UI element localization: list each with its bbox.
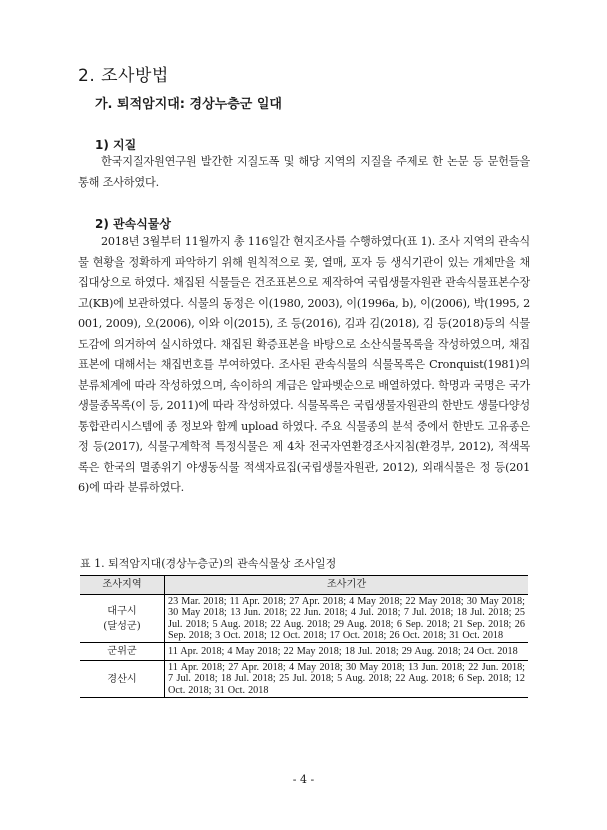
- section-title: 2. 조사방법: [78, 66, 169, 86]
- dates-cell: 23 Mar. 2018; 11 Apr. 2018; 27 Apr. 2018; 4 May 2018; 22 May 2018; 30 May 2018; 30 May 2018; 13 Jun. 2018; 22 Jun. 2018; 4 Jul. 2018; 7 Jul. 2018; 18 Jul. 2018; 25 Jul. 2018; 5 Aug. 2018; 22 Aug. 2018; 29 Aug. 2018; 6 Sep. 2018; 21 Sep. 2018; 26 Sep. 2018; 3 Oct. 2018; 12 Oct. 2018; 17 Oct. 2018; 26 Oct. 2018; 31 Oct. 2018: [165, 595, 529, 643]
- table-row: [80, 595, 528, 643]
- flora-paragraph: 2018년 3월부터 11월까지 총 116일간 현지조사를 수행하였다(표 1). 조사 지역의 관속식물 현황을 정확하게 파악하기 위해 원칙적으로 꽃, 열매, 포자 등 생식기관이 있는 개체만을 채집대상으로 하였다. 채집된 식물들은 건조표본으로 제작하여 국립생물자원관 관속식물표본수장고(KB)에 보관하였다. 식물의 동정은 이(1980, 2003), 이(1996a, b), 이(2006), 박(1995, 2001, 2009), 오(2006), 이와 이(2015), 조 등(2016), 김과 김(2018), 김 등(2018)등의 식물도감에 의거하여 실시하였다. 채집된 확증표본을 바탕으로 소산식물목록을 작성하였으며, 채집표본에 대해서는 채집번호를 부여하였다. 조사된 관속식물의 식물목록은 Cronquist(1981)의 분류체계에 따라 작성하였으며, 속이하의 계급은 알파벳순으로 배열하였다. 학명과 국명은 국가생물종목록(이 등, 2011)에 따라 작성하였다. 식물목록은 국립생물자원관의 한반도 생물다양성 통합관리시스템에 종 정보와 함께 upload 하였다. 주요 식물종의 분석 중에서 한반도 고유종은 정 등(2017), 식물구계학적 특정식물은 제 4차 전국자연환경조사지침(환경부, 2012), 적색목록은 한국의 멸종위기 야생동식물 적색자료집(국립생물자원관, 2012), 외래식물은 정 등(2016)에 따라 분류하였다.: [78, 235, 530, 494]
- section-subtitle: 가. 퇴적암지대: 경상누층군 일대: [95, 97, 282, 112]
- dates-cell: 11 Apr. 2018; 4 May 2018; 22 May 2018; 18 Jul. 2018; 29 Aug. 2018; 24 Oct. 2018: [165, 643, 529, 661]
- dates-cell: 11 Apr. 2018; 27 Apr. 2018; 4 May 2018; 30 May 2018; 13 Jun. 2018; 22 Jun. 2018; 7 Jul. 2018; 18 Jul. 2018; 25 Jul. 2018; 5 Aug. 2018; 22 Aug. 2018; 6 Sep. 2018; 12 Oct. 2018; 31 Oct. 2018: [165, 661, 529, 698]
- region-cell: 대구시 (달성군): [80, 595, 165, 643]
- region-cell: 경산시: [80, 661, 165, 698]
- table-caption: 표 1. 퇴적암지대(경상누층군)의 관속식물상 조사일정: [80, 557, 337, 570]
- header-period: 조사기간: [165, 576, 529, 595]
- table-header-row: [80, 576, 528, 595]
- page-number: - 4 -: [292, 773, 315, 786]
- survey-schedule-table: [80, 575, 528, 698]
- table-row: [80, 643, 528, 661]
- header-region: 조사지역: [80, 576, 165, 595]
- geology-heading: 1) 지질: [95, 138, 137, 152]
- flora-heading: 2) 관속식물상: [95, 217, 171, 231]
- table-row: [80, 661, 528, 698]
- geology-paragraph: 한국지질자원연구원 발간한 지질도폭 및 해당 지역의 지질을 주제로 한 논문 등 문헌들을 통해 조사하였다.: [78, 155, 530, 189]
- region-cell: 군위군: [80, 643, 165, 661]
